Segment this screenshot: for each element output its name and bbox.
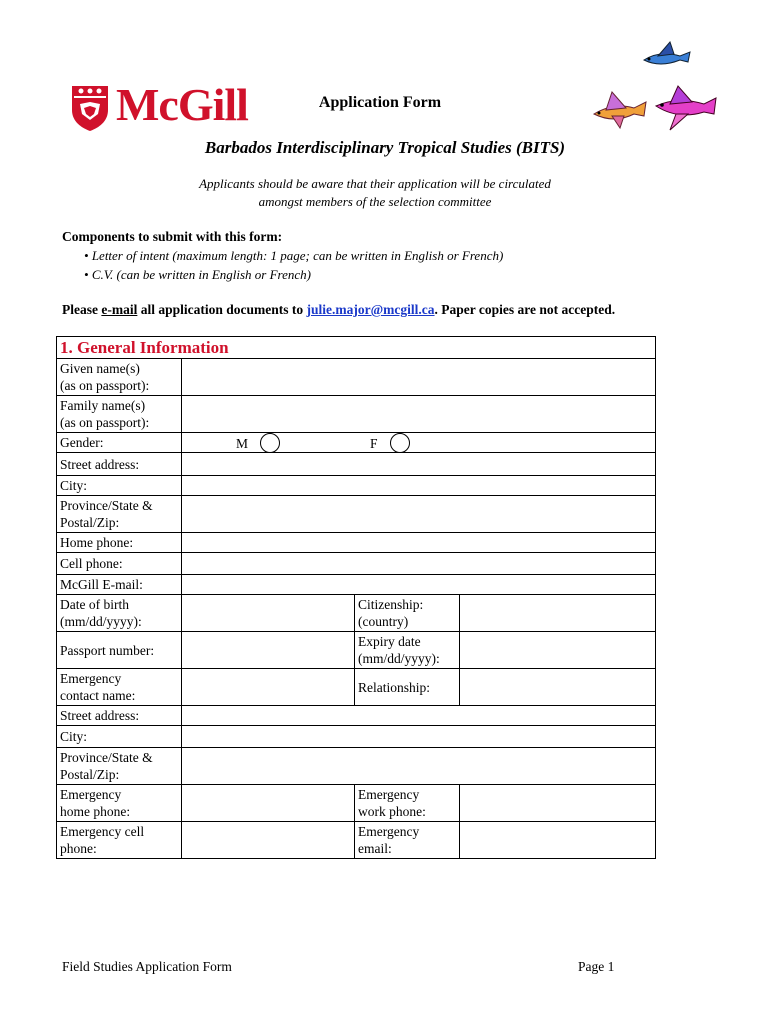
em-cell-field[interactable] — [182, 822, 355, 859]
label-cell-phone: Cell phone: — [57, 553, 182, 575]
label-em-street: Street address: — [57, 706, 182, 726]
label-citizenship: Citizenship: (country) — [355, 595, 460, 632]
mcgill-logo — [70, 79, 265, 132]
label-em-email: Emergency email: — [355, 822, 460, 859]
home-phone-field[interactable] — [182, 533, 656, 553]
province-field[interactable] — [182, 496, 656, 533]
flying-fish-pink-icon — [648, 84, 720, 132]
label-family-name: Family name(s) (as on passport): — [57, 396, 182, 433]
components-heading: Components to submit with this form: — [62, 229, 283, 244]
gender-m-radio[interactable] — [260, 433, 280, 453]
em-street-field[interactable] — [182, 706, 656, 726]
em-city-field[interactable] — [182, 726, 656, 748]
flying-fish-blue-icon — [640, 40, 694, 72]
label-em-cell: Emergency cell phone: — [57, 822, 182, 859]
family-name-field[interactable] — [182, 396, 656, 433]
relationship-field[interactable] — [460, 669, 656, 706]
street-field[interactable] — [182, 453, 656, 476]
label-home-phone: Home phone: — [57, 533, 182, 553]
label-province: Province/State & Postal/Zip: — [57, 496, 182, 533]
component-item-cv: • C.V. (can be written in English or French) — [84, 267, 311, 282]
label-em-home-phone: Emergency home phone: — [57, 785, 182, 822]
gender-f-label: F — [370, 436, 378, 451]
email-instruction: Please e-mail all application documents to julie.major@mcgill.ca. Paper copies are not accepted. — [62, 302, 616, 317]
passport-field[interactable] — [182, 632, 355, 669]
mcgill-email-field[interactable] — [182, 575, 656, 595]
label-mcgill-email: McGill E-mail: — [57, 575, 182, 595]
citizenship-field[interactable] — [460, 595, 656, 632]
em-work-phone-field[interactable] — [460, 785, 656, 822]
program-title: Barbados Interdisciplinary Tropical Studies (BITS) — [204, 138, 566, 157]
label-street: Street address: — [57, 453, 182, 476]
gender-m-label: M — [236, 436, 249, 451]
label-expiry: Expiry date (mm/dd/yyyy): — [355, 632, 460, 669]
label-passport: Passport number: — [57, 632, 182, 669]
logo-wordmark: McGill — [116, 79, 248, 130]
section-title: 1. General Information — [57, 337, 656, 359]
circulation-note: Applicants should be aware that their application will be circulated amongst members of the selection committee — [199, 176, 551, 209]
label-emergency-contact: Emergency contact name: — [57, 669, 182, 706]
label-given-name: Given name(s) (as on passport): — [57, 359, 182, 396]
label-city: City: — [57, 476, 182, 496]
em-email-field[interactable] — [460, 822, 656, 859]
general-information-table — [56, 336, 656, 859]
dob-field[interactable] — [182, 595, 355, 632]
label-em-province: Province/State & Postal/Zip: — [57, 748, 182, 785]
gender-options — [182, 433, 656, 453]
label-relationship: Relationship: — [355, 669, 460, 706]
expiry-field[interactable] — [460, 632, 656, 669]
em-province-field[interactable] — [182, 748, 656, 785]
component-item-letter: • Letter of intent (maximum length: 1 page; can be written in English or French) — [84, 248, 504, 263]
mcgill-crest-icon — [70, 84, 110, 132]
label-gender: Gender: — [57, 433, 182, 453]
label-em-work-phone: Emergency work phone: — [355, 785, 460, 822]
label-em-city: City: — [57, 726, 182, 748]
em-home-phone-field[interactable] — [182, 785, 355, 822]
contact-email-link[interactable]: julie.major@mcgill.ca — [306, 302, 435, 317]
footer-page-number: Page 1 — [578, 959, 615, 974]
email-word: e-mail — [101, 302, 138, 317]
cell-phone-field[interactable] — [182, 553, 656, 575]
given-name-field[interactable] — [182, 359, 656, 396]
footer-form-name: Field Studies Application Form — [62, 959, 232, 974]
gender-f-radio[interactable] — [390, 433, 410, 453]
emergency-contact-field[interactable] — [182, 669, 355, 706]
form-title: Application Form — [318, 94, 442, 111]
label-dob: Date of birth (mm/dd/yyyy): — [57, 595, 182, 632]
city-field[interactable] — [182, 476, 656, 496]
flying-fish-orange-icon — [590, 88, 650, 130]
